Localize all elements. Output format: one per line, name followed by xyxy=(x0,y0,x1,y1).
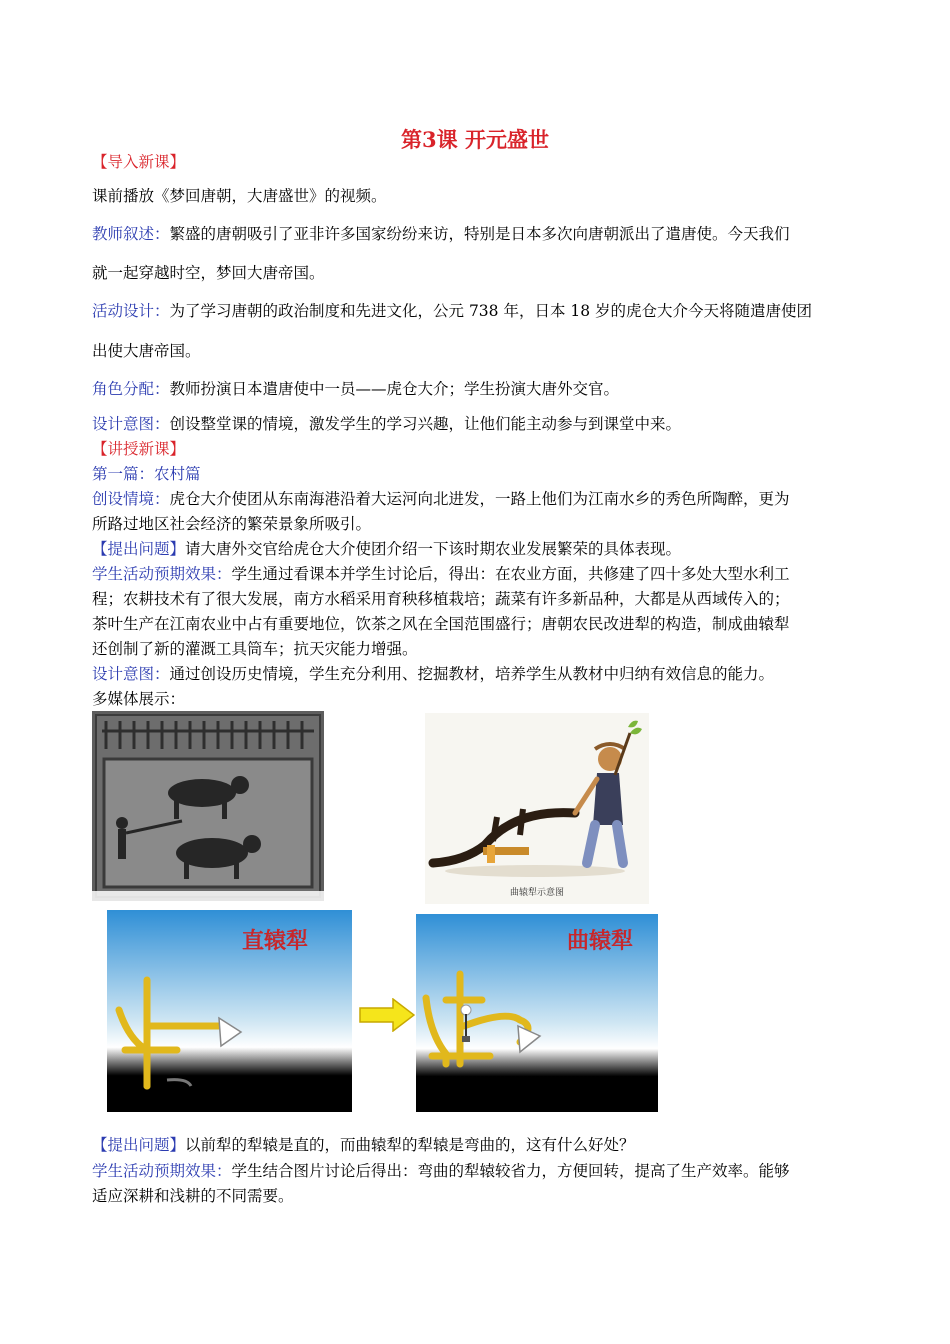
question-2 xyxy=(92,1133,862,1158)
activity-text-cont: 出使大唐帝国。 xyxy=(92,342,201,360)
teacher-text: 繁盛的唐朝吸引了亚非许多国家纷纷来访，特别是日本多次向唐朝派出了遣唐使。今天我们 xyxy=(169,225,790,243)
scene-label: 创设情境： xyxy=(92,490,170,508)
curved-plough-illustration xyxy=(425,713,649,904)
expect2-text-2: 适应深耕和浅耕的不同需要。 xyxy=(92,1187,294,1205)
q2-label: 【提出问题】 xyxy=(92,1136,186,1154)
q2-text: 以前犁的犁辕是直的，而曲辕犁的犁辕是弯曲的，这有什么好处？ xyxy=(185,1136,635,1154)
expect2-label: 学生活动预期效果： xyxy=(92,1162,232,1180)
activity-design xyxy=(92,299,862,324)
expect2-text: 学生结合图片讨论后得出：弯曲的犁辕较省力，方便回转，提高了生产效率。能够 xyxy=(231,1162,790,1180)
roles-text: 教师扮演日本遣唐使中一员——虎仓大介；学生扮演大唐外交官。 xyxy=(169,380,620,398)
intent-text: 创设整堂课的情境，激发学生的学习兴趣，让他们能主动参与到课堂中来。 xyxy=(169,415,682,433)
video-line: 课前播放《梦回唐朝，大唐盛世》的视频。 xyxy=(92,187,387,205)
q1-text: 请大唐外交官给虎仓大介使团介绍一下该时期农业发展繁荣的具体表现。 xyxy=(185,540,682,558)
expect-text: 学生通过看课本并学生讨论后，得出：在农业方面，共修建了四十多处大型水利工 xyxy=(231,565,790,583)
media-label: 多媒体展示： xyxy=(92,690,186,708)
design-intent-2 xyxy=(92,662,862,687)
activity-label: 活动设计： xyxy=(92,302,170,320)
role-assignment xyxy=(92,377,862,402)
expected-effect-2 xyxy=(92,1159,862,1184)
expect-label: 学生活动预期效果： xyxy=(92,565,232,583)
intent2-text: 通过创设历史情境，学生充分利用、挖掘教材，培养学生从教材中归纳有效信息的能力。 xyxy=(169,665,775,683)
activity-text: 为了学习唐朝的政治制度和先进文化，公元 738 年，日本 18 岁的虎仓大介今天将随遣唐使团 xyxy=(169,302,813,320)
scene xyxy=(92,487,862,512)
straight-plough-diagram xyxy=(107,910,352,1112)
relief-image xyxy=(92,711,324,901)
expected-effect xyxy=(92,562,862,587)
plough-caption: 曲辕犁示意图 xyxy=(509,888,565,898)
curved-plough-diagram xyxy=(416,914,658,1112)
q1-label: 【提出问题】 xyxy=(92,540,186,558)
teacher-label: 教师叙述： xyxy=(92,225,170,243)
scene-text: 虎仓大介使团从东南海港沿着大运河向北进发，一路上他们为江南水乡的秀色所陶醉，更为 xyxy=(169,490,790,508)
teacher-narration xyxy=(92,222,862,247)
scene-text-cont: 所路过地区社会经济的繁荣景象所吸引。 xyxy=(92,515,372,533)
design-intent xyxy=(92,412,862,437)
arrow-icon xyxy=(359,998,415,1032)
roles-label: 角色分配： xyxy=(92,380,170,398)
intent2-label: 设计意图： xyxy=(92,665,170,683)
expect-text-4: 还创制了新的灌溉工具筒车；抗天灾能力增强。 xyxy=(92,640,418,658)
question-1 xyxy=(92,537,862,562)
expect-text-3: 茶叶生产在江南农业中占有重要地位，饮茶之风在全国范围盛行；唐朝农民改进犁的构造，制成曲辕犁 xyxy=(92,615,790,633)
expect-text-2: 程；农耕技术有了很大发展，南方水稻采用育秧移植栽培；蔬菜有许多新品种，大都是从西域传入的； xyxy=(92,590,790,608)
intro-heading: 【导入新课】 xyxy=(92,153,186,171)
intent-label: 设计意图： xyxy=(92,415,170,433)
curved-plough-label: 曲辕犁 xyxy=(566,929,634,954)
part1-heading: 第一篇：农村篇 xyxy=(92,465,201,483)
page-title: 第3课 开元盛世 xyxy=(401,127,549,152)
teacher-text-cont: 就一起穿越时空，梦回大唐帝国。 xyxy=(92,264,325,282)
straight-plough-label: 直辕犁 xyxy=(241,929,309,954)
lesson-heading: 【讲授新课】 xyxy=(92,440,186,458)
